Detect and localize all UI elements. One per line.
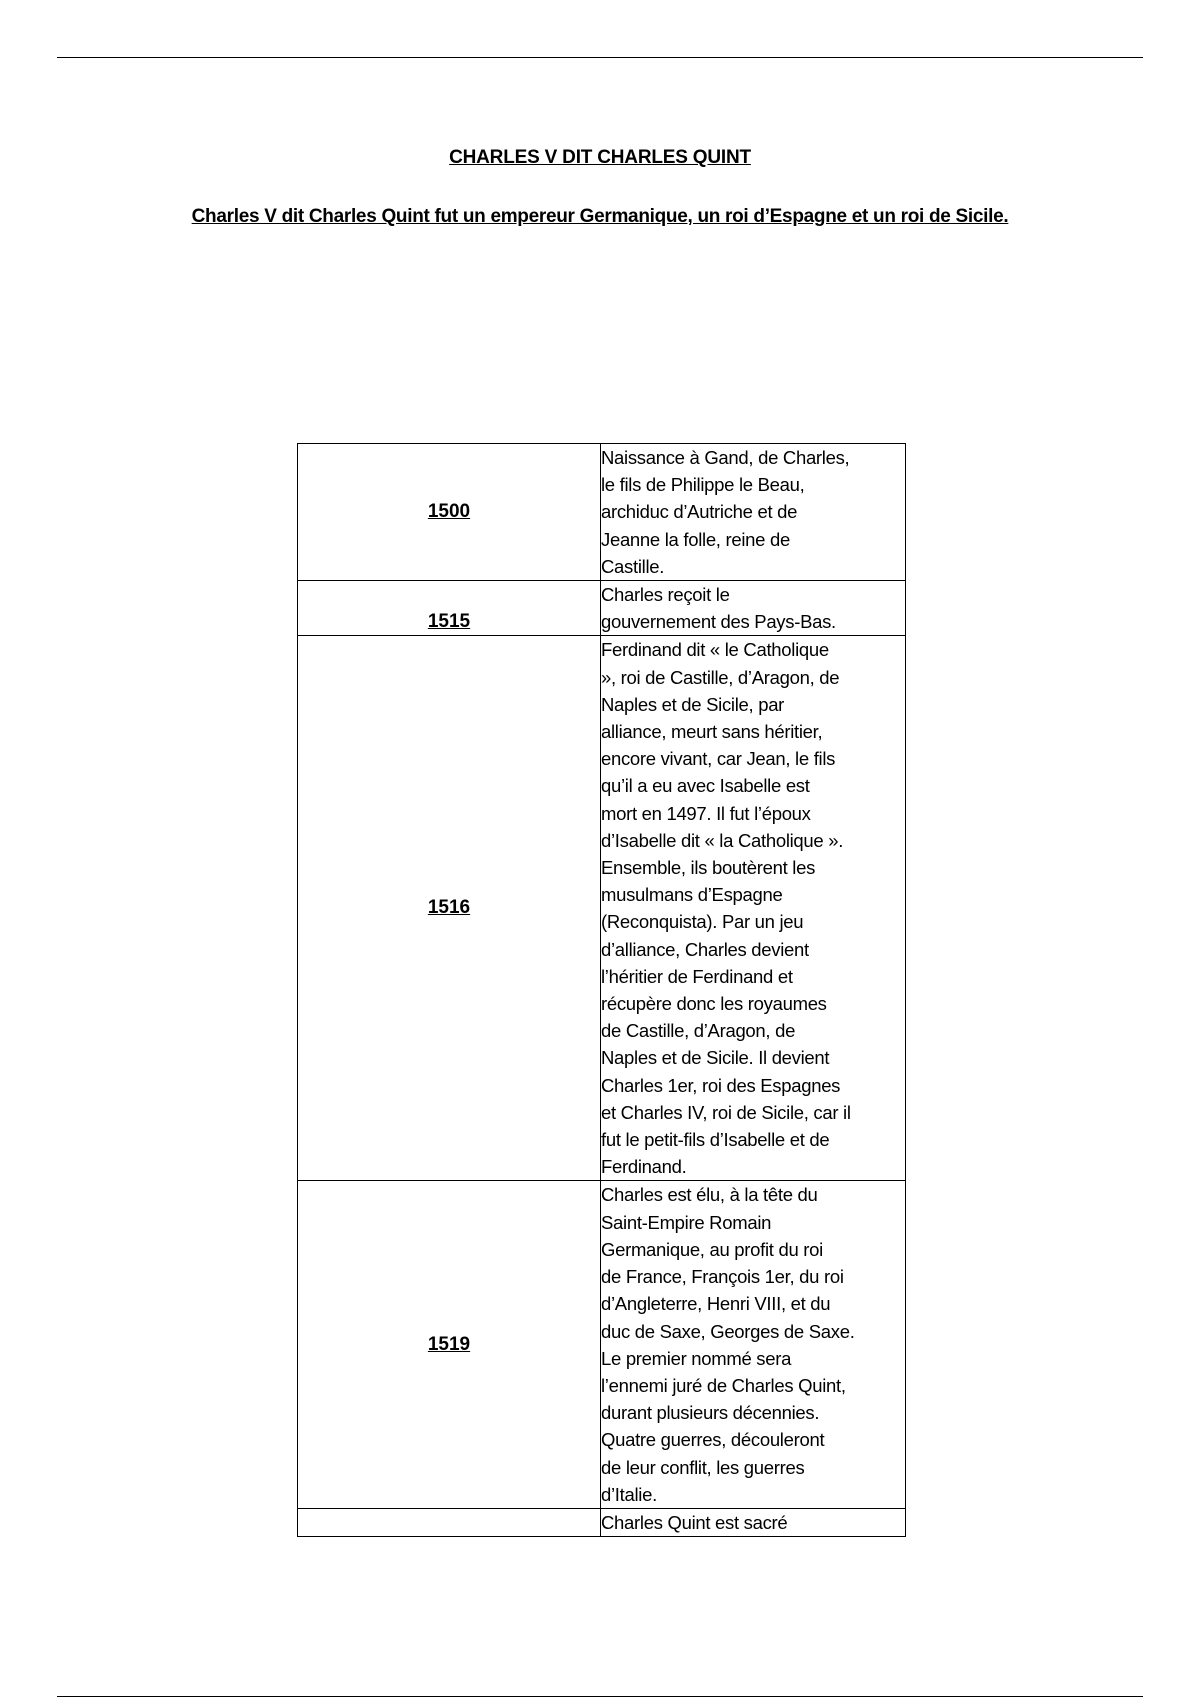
description-line: Saint-Empire Romain <box>601 1211 772 1233</box>
year-cell: 1515 <box>298 581 601 636</box>
year-cell: 1500 <box>298 444 601 581</box>
description-line: duc de Saxe, Georges de Saxe. <box>601 1320 855 1342</box>
description-line: Charles Quint est sacré <box>601 1511 788 1533</box>
description-line: Charles reçoit le <box>601 584 730 606</box>
description-line: musulmans d’Espagne <box>601 884 783 906</box>
description-line: de France, François 1er, du roi <box>601 1266 844 1288</box>
description-line: », roi de Castille, d’Aragon, de <box>601 666 840 688</box>
year-cell: 1519 <box>298 1181 601 1508</box>
table-row <box>298 1508 906 1536</box>
description-line: Jeanne la folle, reine de <box>601 528 790 550</box>
document-subtitle: Charles V dit Charles Quint fut un empereur Germanique, un roi d’Espagne et un roi de Sicile. <box>191 206 1009 227</box>
description-cell <box>601 444 906 581</box>
description-cell <box>601 581 906 636</box>
timeline-table <box>297 443 906 1537</box>
description-line: durant plusieurs décennies. <box>601 1402 820 1424</box>
description-line: Charles 1er, roi des Espagnes <box>601 1074 841 1096</box>
description-line: l’héritier de Ferdinand et <box>601 965 793 987</box>
description-line: Quatre guerres, découleront <box>601 1429 825 1451</box>
description-line: le fils de Philippe le Beau, <box>601 474 805 496</box>
description-line: Castille. <box>601 555 665 577</box>
table-row <box>298 1181 906 1508</box>
description-line: de Castille, d’Aragon, de <box>601 1020 796 1042</box>
description-line: Ferdinand dit « le Catholique <box>601 639 829 661</box>
year-cell <box>298 1508 601 1536</box>
description-line: gouvernement des Pays-Bas. <box>601 611 836 633</box>
description-line: Ferdinand. <box>601 1156 687 1178</box>
description-line: Naples et de Sicile. Il devient <box>601 1047 830 1069</box>
description-line: d’Isabelle dit « la Catholique ». <box>601 829 844 851</box>
table-row <box>298 636 906 1181</box>
description-cell <box>601 1181 906 1508</box>
year-cell: 1516 <box>298 636 601 1181</box>
description-line: de leur conflit, les guerres <box>601 1456 805 1478</box>
description-line: récupère donc les royaumes <box>601 993 827 1015</box>
description-line: Germanique, au profit du roi <box>601 1238 823 1260</box>
description-cell <box>601 1508 906 1536</box>
description-line: d’Angleterre, Henri VIII, et du <box>601 1293 831 1315</box>
description-line: mort en 1497. Il fut l’époux <box>601 802 811 824</box>
description-line: l’ennemi juré de Charles Quint, <box>601 1374 846 1396</box>
description-line: archiduc d’Autriche et de <box>601 501 798 523</box>
table-row <box>298 444 906 581</box>
description-line: et Charles IV, roi de Sicile, car il <box>601 1101 851 1123</box>
description-line: Le premier nommé sera <box>601 1347 792 1369</box>
description-line: d’Italie. <box>601 1483 657 1505</box>
table-row <box>298 581 906 636</box>
description-line: Charles est élu, à la tête du <box>601 1184 818 1206</box>
description-line: Ensemble, ils boutèrent les <box>601 857 816 879</box>
footer-rule <box>57 1696 1143 1697</box>
description-line: qu’il a eu avec Isabelle est <box>601 775 810 797</box>
description-line: d’alliance, Charles devient <box>601 938 809 960</box>
description-cell <box>601 636 906 1181</box>
description-line: Naples et de Sicile, par <box>601 693 785 715</box>
description-line: Naissance à Gand, de Charles, <box>601 447 850 468</box>
header-rule <box>57 57 1143 58</box>
description-line: encore vivant, car Jean, le fils <box>601 748 836 770</box>
description-line: (Reconquista). Par un jeu <box>601 911 804 933</box>
document-title: CHARLES V DIT CHARLES QUINT <box>449 147 751 168</box>
description-line: fut le petit-fils d’Isabelle et de <box>601 1129 830 1151</box>
description-line: alliance, meurt sans héritier, <box>601 721 823 743</box>
